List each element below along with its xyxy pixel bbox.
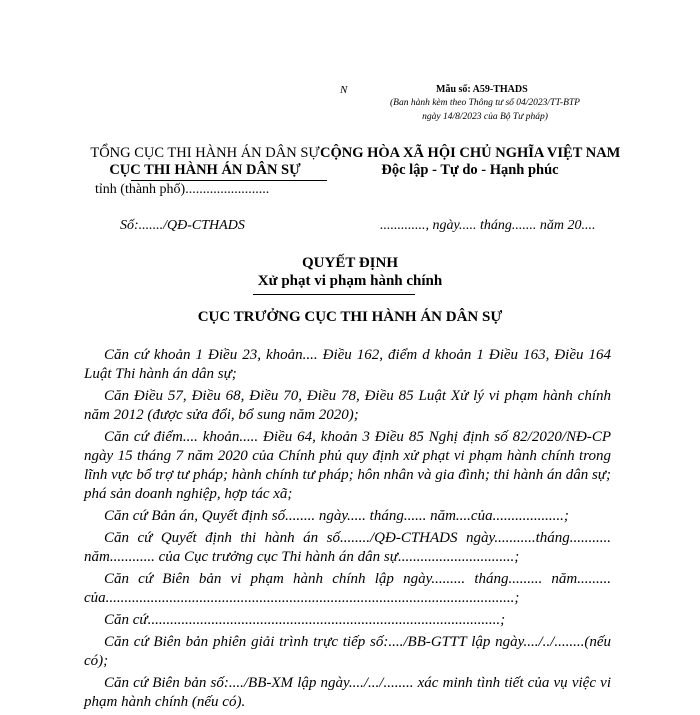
agency-name: CỤC THI HÀNH ÁN DÂN SỰ <box>109 162 301 178</box>
subtitle-underline <box>253 294 415 295</box>
province-line: tỉnh (thành phố)........................ <box>95 182 270 197</box>
document-number: Số:......./QĐ-CTHADS <box>120 218 245 233</box>
paragraph: Căn Điều 57, Điều 68, Điều 70, Điều 78, Điều 85 Luật Xử lý vi phạm hành chính năm 2012 (được sửa đổi, bổ sung năm 2020); <box>84 388 611 423</box>
legal-basis-body <box>84 346 611 715</box>
form-note-line-2: ngày 14/8/2023 của Bộ Tư pháp) <box>422 112 548 122</box>
national-motto: Độc lập - Tự do - Hạnh phúc <box>381 162 559 178</box>
paragraph: Căn cứ khoản 1 Điều 23, khoản.... Điều 162, điểm d khoản 1 Điều 163, Điều 164 Luật Thi hành án dân sự; <box>84 347 611 382</box>
nation-name: CỘNG HÒA XÃ HỘI CHỦ NGHĨA VIỆT NAM <box>320 145 621 161</box>
paragraph: Căn cứ Biên bản số:..../BB-XM lập ngày..../.../........ xác minh tình tiết của vụ việc vi phạm hành chính (nếu có). <box>84 675 611 710</box>
issuer-heading: CỤC TRƯỞNG CỤC THI HÀNH ÁN DÂN SỰ <box>197 309 503 325</box>
paragraph: Căn cứ Quyết định thi hành án số......../QĐ-CTHADS ngày...........tháng........... năm............ của Cục trưởng cục Thi hành án dân sự...............................; <box>84 530 611 565</box>
form-note-line-1: (Ban hành kèm theo Thông tư số 04/2023/TT-BTP <box>390 98 580 108</box>
place-date: ............., ngày..... tháng....... năm 20.... <box>380 218 596 233</box>
paragraph: Căn cứ Bản án, Quyết định số........ ngày..... tháng...... năm....của...................; <box>104 508 569 524</box>
document-subtitle: Xử phạt vi phạm hành chính <box>257 273 443 289</box>
document-title: QUYẾT ĐỊNH <box>302 255 398 271</box>
paragraph: Căn cứ Biên bản phiên giải trình trực tiếp số:..../BB-GTTT lập ngày..../../........(nếu có); <box>84 634 611 669</box>
n-mark: N <box>340 84 348 96</box>
paragraph: Căn cứ điểm.... khoản..... Điều 64, khoản 3 Điều 85 Nghị định số 82/2020/NĐ-CP ngày 15 tháng 7 năm 2020 của Chính phủ quy định xử phạt vi phạm hành chính trong lĩnh vực bổ trợ tư pháp; hành chính tư pháp; hôn nhân và gia đình; thi hành án dân sự; phá sản doanh nghiệp, hợp tác xã; <box>84 429 611 502</box>
paragraph: Căn cứ..............................................................................................; <box>104 612 506 628</box>
paragraph: Căn cứ Biên bản vi phạm hành chính lập ngày......... tháng......... năm......... của.............................................................................................................; <box>84 571 611 606</box>
agency-underline <box>131 180 327 181</box>
form-number: Mẫu số: A59-THADS <box>436 84 528 95</box>
parent-agency: TỔNG CỤC THI HÀNH ÁN DÂN SỰ <box>90 145 320 161</box>
